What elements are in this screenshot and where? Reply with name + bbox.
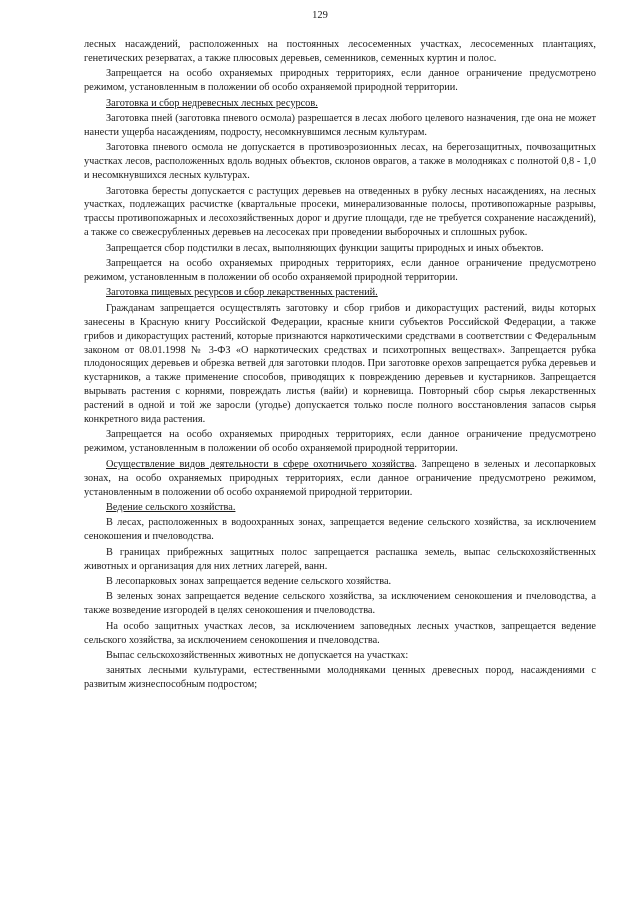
paragraph: Запрещается на особо охраняемых природных территориях, если данное ограничение предусмотрено режимом, установленным в положении об особо охраняемой природной территории. <box>84 68 596 94</box>
paragraph <box>84 458 596 500</box>
paragraph: Заготовка бересты допускается с растущих деревьев на отведенных в рубку лесных насаждениях, на лесных участках, подлежащих расчистке (квартальные просеки, минерализованные полосы, противопожарные разрывы, трассы противопожарных и лесохозяйственных дорог и другие площади, где не требуется сохранение насаждений), а также со свежесрубленных деревьев на лесосеках при проведении выборочных и сплошных рубок. <box>84 185 596 239</box>
section-heading <box>84 501 596 515</box>
paragraph: В границах прибрежных защитных полос запрещается распашка земель, выпас сельскохозяйственных животных и организация для них летних лагерей, ванн. <box>84 546 596 572</box>
section-heading <box>84 286 596 300</box>
paragraph-text: . Запрещено в зеленых и лесопарковых зонах, на особо охраняемых природных территориях, если данное ограничение предусмотрено режимом, установленным в положении об особо охраняемой природной территории. <box>84 458 596 498</box>
section-heading-text: Заготовка пищевых ресурсов и сбор лекарственных растений. <box>106 287 378 299</box>
section-heading-text: Заготовка и сбор недревесных лесных ресурсов. <box>106 97 318 109</box>
paragraph: Заготовка пней (заготовка пневого осмола) разрешается в лесах любого целевого назначения, где она не может нанести ущерба насаждениям, подросту, несомкнувшимся лесным культурам. <box>84 113 596 138</box>
section-heading <box>84 97 596 111</box>
paragraph: Запрещается на особо охраняемых природных территориях, если данное ограничение предусмотрено режимом, установленным в положении об особо охраняемой природной территории. <box>84 429 596 455</box>
paragraph: В зеленых зонах запрещается ведение сельского хозяйства, за исключением сенокошения и пчеловодства, а также возведение изгородей в целях сенокошения и пчеловодства. <box>84 591 596 617</box>
paragraph: Запрещается сбор подстилки в лесах, выполняющих функции защиты природных и иных объектов. <box>106 242 544 254</box>
paragraph: Запрещается на особо охраняемых природных территориях, если данное ограничение предусмотрено режимом, установленным в положении об особо охраняемой природной территории. <box>84 258 596 283</box>
paragraph: занятых лесными культурами, естественными молодняками ценных древесных пород, насаждениями с развитым жизнеспособным подростом; <box>84 665 596 691</box>
paragraph: В лесопарковых зонах запрещается ведение сельского хозяйства. <box>106 576 392 588</box>
section-heading-text: Ведение сельского хозяйства. <box>106 502 236 513</box>
inline-section-heading: Осуществление видов деятельности в сфере охотничьего хозяйства <box>106 458 415 470</box>
paragraph: В лесах, расположенных в водоохранных зонах, запрещается ведение сельского хозяйства, за исключением сенокошения и пчеловодства. <box>84 517 596 543</box>
paragraph: Гражданам запрещается осуществлять заготовку и сбор грибов и дикорастущих растений, виды которых занесены в Красную книгу Российской Федерации, красные книги субъектов Российской Федерации, а также грибов и дикорастущих растений, которые признаются наркотическими средствами в соответствии с Федеральным законом от 08.01.1998 № 3-ФЗ «О наркотических средствах и психотропных веществах». Запрещается рубка плодоносящих деревьев и обрезка ветвей для заготовки плодов. При заготовке орехов запрещается рубка деревьев и кустарников, а также применение способов, приводящих к повреждению деревьев и кустарников. Запрещается вырывать растения с корнями, повреждать листья (вайи) и корневища. Повторный сбор сырья лекарственных растений в одной и той же заросли (угодье) допускается только после полного восстановления запасов сырья конкретного вида растения. <box>84 302 596 426</box>
page-content <box>84 38 596 694</box>
paragraph: Выпас сельскохозяйственных животных не допускается на участках: <box>106 650 409 662</box>
paragraph: лесных насаждений, расположенных на постоянных лесосеменных участках, лесосеменных плантациях, генетических резерватах, а также плюсовых деревьев, семенников, семенных куртин и полос. <box>84 39 596 64</box>
paragraph: На особо защитных участках лесов, за исключением заповедных лесных участков, запрещается ведение сельского хозяйства, за исключением сенокошения и пчеловодства. <box>84 620 596 646</box>
paragraph: Заготовка пневого осмола не допускается в противоэрозионных лесах, на берегозащитных, почвозащитных участках лесов, расположенных вдоль водных объектов, склонов оврагов, а также в молодняках с полнотой 0,8 - 1,0 и несомкнувшихся лесных культурах. <box>84 142 596 182</box>
page-number: 129 <box>312 10 328 21</box>
